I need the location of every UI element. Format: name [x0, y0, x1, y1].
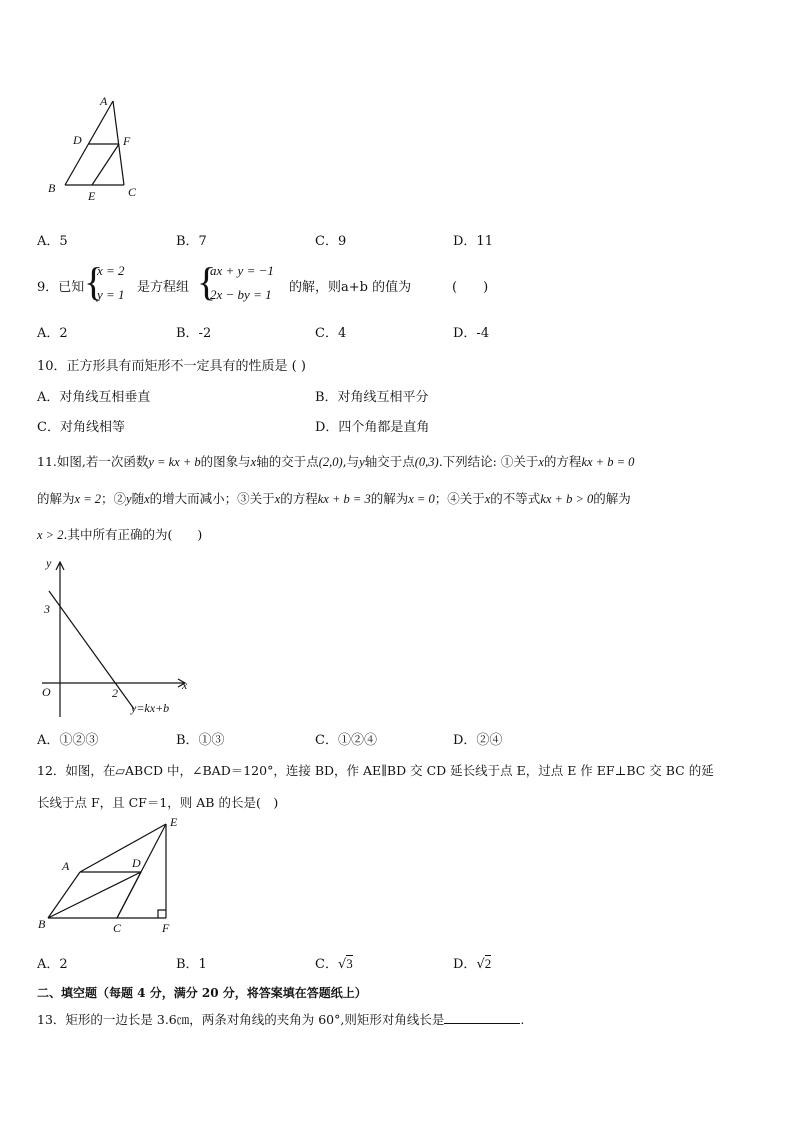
- label-f: F: [123, 134, 131, 148]
- label-b: B: [48, 181, 56, 195]
- q9-option-c: C．4: [315, 326, 347, 341]
- sqrt-symbol: √: [476, 957, 485, 972]
- x-intercept-label: 2: [112, 686, 118, 700]
- label-e: E: [170, 815, 178, 829]
- q10-option-a: A．对角线互相垂直: [37, 390, 151, 405]
- q11-line-2: 的解为x = 2；②y随x的增大而减小；③关于x的方程kx + b = 3的解为x = 0；④关于x的不等式kx + b > 0的解为: [37, 491, 631, 506]
- label-f: F: [162, 921, 170, 935]
- q8-option-b: B．7: [176, 234, 207, 249]
- q11-option-a: A．①②③: [37, 733, 99, 748]
- q10-option-c: C．对角线相等: [37, 420, 125, 435]
- q9-sys2-row2: 2x − by = 1: [210, 287, 272, 302]
- figure-q8: [40, 92, 150, 204]
- q11-option-b: B．①③: [176, 733, 225, 748]
- q9-option-b: B．-2: [176, 326, 212, 341]
- q9-option-a: A．2: [37, 326, 68, 341]
- q9-sys1-row1: x = 2: [97, 263, 125, 278]
- q12-line-2: 长线于点 F，且 CF＝1，则 AB 的长是( ): [37, 795, 279, 810]
- origin-label: O: [42, 685, 51, 699]
- q12-option-d: D．√2: [453, 956, 492, 972]
- label-a: A: [100, 94, 108, 108]
- label-b: B: [38, 917, 46, 931]
- sqrt-symbol: √: [337, 957, 347, 972]
- q11-line-3: x > 2.其中所有正确的为( ): [37, 527, 203, 542]
- line-label: y=kx+b: [131, 701, 170, 715]
- q9-sys1-row2: y = 1: [97, 287, 125, 302]
- q9-brace-1: {: [84, 259, 104, 304]
- q8-option-a: A．5: [37, 234, 68, 249]
- q12-option-b: B．1: [176, 957, 207, 972]
- figure-q12: [34, 812, 194, 937]
- q9-sys2-row1: ax + y = −1: [210, 263, 274, 278]
- section-heading: 二、填空题（每题 4 分，满分 20 分，将答案填在答题纸上）: [37, 986, 367, 1000]
- q9-brace-2: {: [197, 259, 217, 304]
- y-intercept-label: 3: [44, 602, 50, 616]
- y-axis-label: y: [46, 556, 52, 570]
- x-axis-label: x: [182, 678, 188, 692]
- q8-option-c: C．9: [315, 234, 347, 249]
- label-e: E: [88, 189, 96, 203]
- q9-mid: 是方程组: [137, 280, 190, 295]
- answer-blank[interactable]: [444, 1011, 520, 1024]
- label-d: D: [73, 133, 82, 147]
- q10-stem: 10．正方形具有而矩形不一定具有的性质是 ( ): [37, 359, 306, 374]
- q11-line-1: 11.如图,若一次函数y = kx + b的图象与x轴的交于点(2,0),与y轴交于点(0,3).下列结论: ①关于x的方程kx + b = 0: [37, 454, 635, 469]
- figure-q11: [34, 555, 194, 720]
- label-c: C: [128, 185, 137, 199]
- function-line: [49, 591, 134, 709]
- label-a: A: [62, 859, 70, 873]
- q9-paren: ( ): [452, 280, 489, 295]
- q12-line-1: 12．如图，在▱ABCD 中，∠BAD＝120°，连接 BD，作 AE∥BD 交 CD 延长线于点 E，过点 E 作 EF⊥BC 交 BC 的延: [37, 763, 714, 778]
- q8-option-d: D．11: [453, 234, 493, 249]
- q12-option-a: A．2: [37, 957, 68, 972]
- q10-option-d: D．四个角都是直角: [315, 420, 430, 435]
- q9-suffix: 的解，则a+b 的值为: [289, 280, 412, 295]
- question-13: 13．矩形的一边长是 3.6㎝，两条对角线的夹角为 60°,则矩形对角线长是 .: [37, 1012, 525, 1027]
- q9-prefix: 9．已知: [37, 280, 85, 295]
- q9-option-d: D．-4: [453, 326, 490, 341]
- label-c: C: [113, 921, 122, 935]
- q12-option-c: C．√3: [315, 956, 353, 972]
- q11-option-c: C．①②④: [315, 733, 377, 748]
- q10-option-b: B．对角线互相平分: [315, 390, 429, 405]
- q11-option-d: D．②④: [453, 733, 503, 748]
- label-d: D: [132, 856, 141, 870]
